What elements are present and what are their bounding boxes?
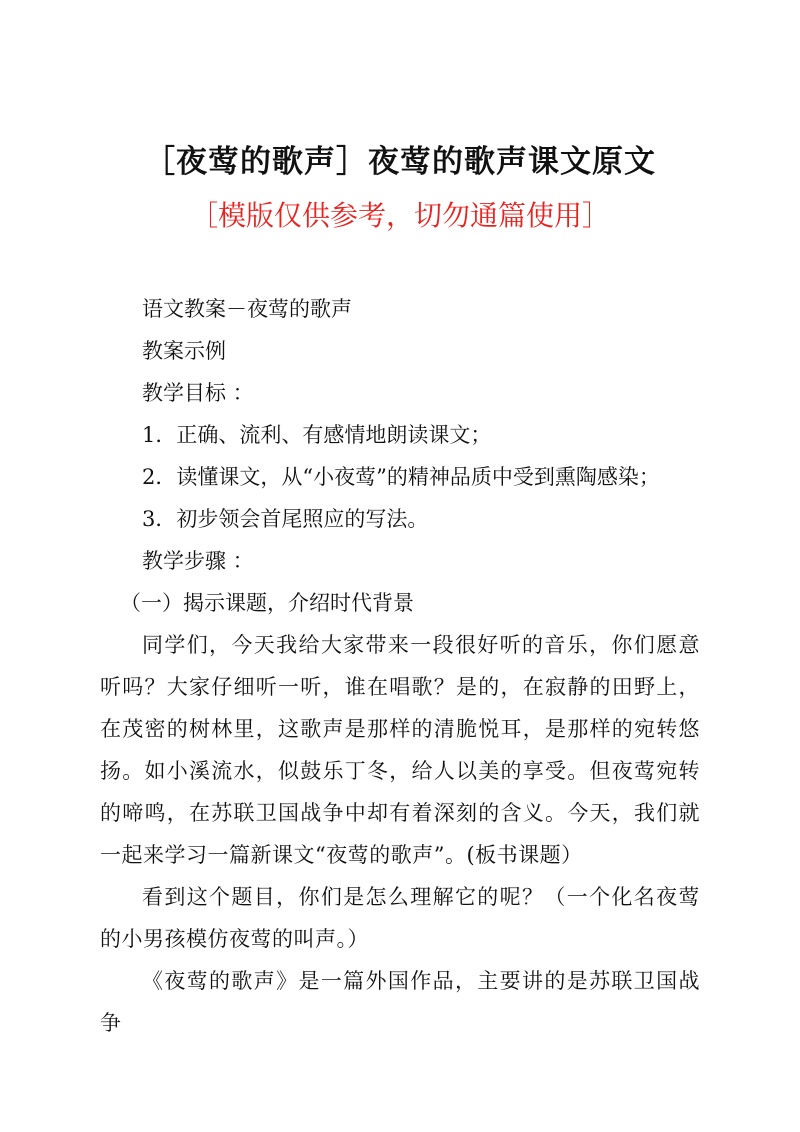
objective-item: 3．初步领会首尾照应的写法。 [142,507,429,531]
step-heading: （一）揭示课题，介绍时代背景 [120,591,414,615]
example-heading: 教案示例 [142,339,226,363]
body-paragraph: 同学们，今天我给大家带来一段很好听的音乐，你们愿意听吗？大家仔细听一听，谁在唱歌？是的，在寂静的田野上，在茂密的树林里，这歌声是那样的清脆悦耳，是那样的宛转悠扬。如小溪流水，似鼓乐丁冬，给人以美的享受。但夜莺宛转的啼鸣，在苏联卫国战争中却有着深刻的含义。今天，我们就一起来学习一篇新课文“夜莺的歌声”。(板书课题） [100,633,700,867]
objective-item: 2．读懂课文，从“小夜莺”的精神品质中受到熏陶感染； [142,465,660,489]
document-title: ［夜莺的歌声］夜莺的歌声课文原文 [144,144,656,180]
steps-heading: 教学步骤 ： [142,549,254,573]
template-notice: ［模版仅供参考，切勿通篇使用］ [189,199,610,232]
objective-item: 1．正确、流利、有感情地朗读课文； [142,423,492,447]
objectives-heading: 教学目标 ： [142,381,254,405]
document-body [100,288,700,1044]
body-paragraph: 看到这个题目，你们是怎么理解它的呢？（一个化名夜莺的小男孩模仿夜莺的叫声。） [100,885,700,951]
lesson-plan-heading: 语文教案－夜莺的歌声 [142,297,352,321]
body-paragraph: 《夜莺的歌声》是一篇外国作品，主要讲的是苏联卫国战争 [100,969,700,1035]
